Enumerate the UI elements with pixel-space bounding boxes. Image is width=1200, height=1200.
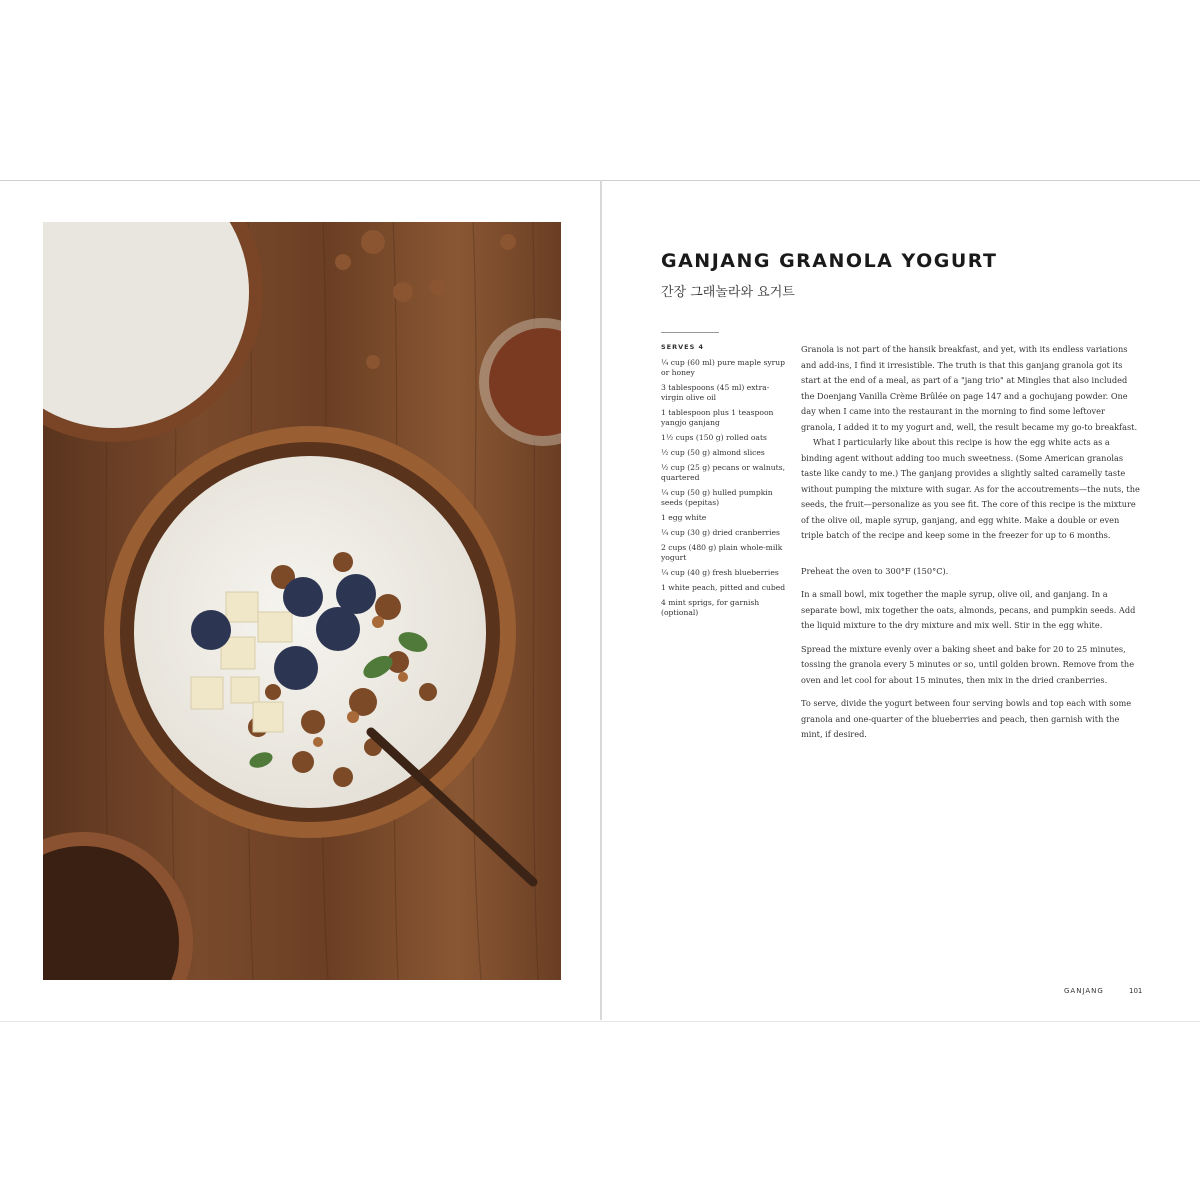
method-step: Preheat the oven to 300°F (150°C).	[801, 565, 949, 576]
ingredient-item: ¼ cup (50 g) hulled pumpkin seeds (pepitas)	[661, 488, 773, 507]
ingredient-item: ¼ cup (40 g) fresh blueberries	[661, 568, 779, 577]
serves-label: SERVES 4	[661, 343, 705, 351]
book-gutter	[600, 180, 602, 1020]
method-step: Spread the mixture evenly over a baking sheet and bake for 20 to 25 minutes, tossing the granola every 5 minutes or so, until golden brown. Remove from the oven and let cool for about 15 minutes, then mix in the dried cranberries.	[801, 643, 1135, 685]
page-number: 101	[1129, 987, 1143, 995]
section-footer: GANJANG	[1064, 987, 1104, 995]
recipe-body	[801, 342, 1141, 743]
ingredient-item: ½ cup (25 g) pecans or walnuts, quartered	[661, 463, 786, 482]
ingredient-item: 3 tablespoons (45 ml) extra-virgin olive oil	[661, 383, 770, 402]
ingredient-item: ½ cup (50 g) almond slices	[661, 448, 765, 457]
method-step: In a small bowl, mix together the maple syrup, olive oil, and ganjang. In a separate bowl, mix together the oats, almonds, pecans, and pumpkin seeds. Add the liquid mixture to the dry mixture and mix well. Stir in the egg white.	[801, 589, 1136, 630]
granola-yogurt-photo	[43, 222, 561, 980]
ingredient-item: 1 tablespoon plus 1 teaspoon yangjo ganjang	[661, 408, 774, 427]
recipe-title: GANJANG GRANOLA YOGURT	[661, 250, 998, 272]
ingredient-item: 4 mint sprigs, for garnish (optional)	[661, 598, 760, 617]
title-rule	[661, 332, 719, 333]
ingredient-item: 1 egg white	[661, 513, 707, 522]
ingredient-item: 1 white peach, pitted and cubed	[661, 583, 786, 592]
ingredient-item: ¼ cup (60 ml) pure maple syrup or honey	[661, 358, 786, 377]
ingredient-item: 2 cups (480 g) plain whole-milk yogurt	[661, 543, 783, 562]
intro-paragraph: Granola is not part of the hansik breakfast, and yet, with its endless variations and add-ins, I find it irresistible. The truth is that this ganjang granola got its start at the end of a meal, as part of a "jang trio" at Mingles that also included the Doenjang Vanilla Crème Brûlée on page 147 and a gochujang powder. One day when I came into the restaurant in the morning to find some leftover granola, I added it to my yogurt and, well, the result became my go-to breakfast.	[801, 344, 1138, 432]
ingredient-item: ¼ cup (30 g) dried cranberries	[661, 528, 780, 537]
ingredient-item: 1½ cups (150 g) rolled oats	[661, 433, 767, 442]
method-step: To serve, divide the yogurt between four serving bowls and top each with some granola and one-quarter of the blueberries and peach, then garnish with the mint, if desired.	[801, 698, 1132, 739]
intro-paragraph: What I particularly like about this recipe is how the egg white acts as a binding agent without adding too much sweetness. (Some American granolas taste like candy to me.) The ganjang provides a slightly salted caramelly taste without pumping the mixture with sugar. As for the accoutrements—the nuts, the seeds, the fruit—personalize as you see fit. The core of this recipe is the mixture of the olive oil, maple syrup, ganjang, and egg white. Make a double or even triple batch of the recipe and keep some in the freezer for up to 6 months.	[801, 437, 1140, 540]
ingredient-list	[661, 342, 789, 623]
recipe-korean-title: 간장 그래놀라와 요거트	[661, 285, 795, 300]
